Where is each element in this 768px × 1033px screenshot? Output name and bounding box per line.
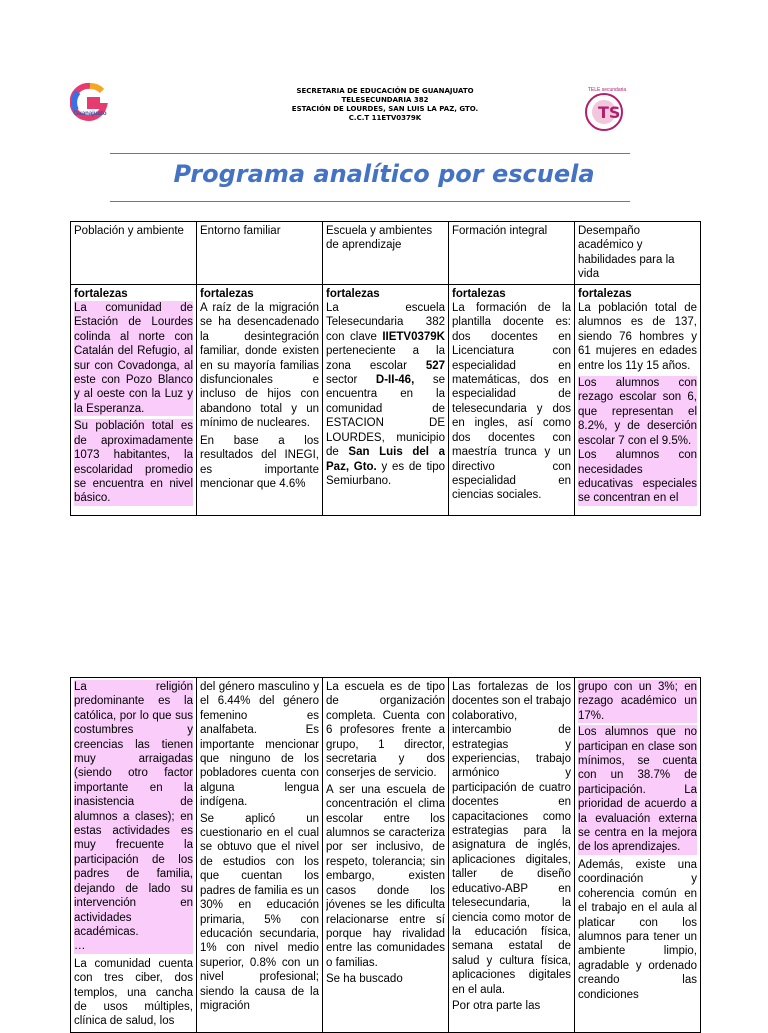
paragraph: Los alumnos que no participan en clase son mínimos, se cuenta con un 38.7% de participación. La prioridad de acuerdo a la evaluación externa se centra en la mejora de los aprendizajes. bbox=[578, 726, 697, 854]
paragraph: Se aplicó un cuestionario en el cual se obtuvo que el nivel de estudios con los que cuentan los padres de familia es un 30% en educación primaria, 5% con educación secundaria, 1% con nivel medio superior, 0.8% con un nivel profesional; siendo la causa de la migración bbox=[200, 812, 319, 1012]
telesecundaria-logo-text: TELE secundaria bbox=[587, 87, 627, 93]
header-line-4: C.C.T 11ETV0379K bbox=[348, 114, 422, 122]
paragraph: Los alumnos con necesidades educativas especiales se concentran en el bbox=[578, 449, 697, 505]
header-line-3: ESTACIÓN DE LOURDES, SAN LUIS LA PAZ, GTO. bbox=[291, 105, 479, 113]
divider-bottom bbox=[110, 201, 630, 202]
paragraph: Los alumnos con rezago escolar son 6, que representan el 8.2%, y de deserción escolar 7 con el 9.5%. bbox=[578, 377, 697, 447]
fortalezas-label: fortalezas bbox=[578, 287, 632, 300]
header-line-1: SECRETARIA DE EDUCACIÓN DE GUANAJUATO bbox=[296, 87, 474, 95]
divider-top bbox=[110, 153, 630, 154]
fortalezas-label: fortalezas bbox=[326, 287, 380, 300]
municipality: San Luis del a Paz, Gto. bbox=[326, 446, 445, 473]
guanajuato-logo bbox=[70, 82, 110, 122]
text-run: se encuentra en la comunidad de ESTACION DE LOURDES, municipio de bbox=[326, 374, 445, 459]
paragraph: A raíz de la migración se ha desencadenado la desintegración familiar, donde existen en su mayoría familias disfuncionales e incluso de hijos con abandono total y un mínimo de nucleares. bbox=[200, 302, 319, 430]
entorno-cell bbox=[197, 678, 323, 1033]
header-cell: Escuela y ambientes de aprendizaje bbox=[323, 222, 449, 285]
desempeno-cell bbox=[575, 678, 701, 1033]
header-line-2: TELESECUNDARIA 382 bbox=[341, 96, 429, 104]
paragraph bbox=[326, 301, 445, 488]
header-cell: Desempaño académico y habilidades para la vida bbox=[575, 222, 701, 285]
analysis-table-2 bbox=[70, 677, 701, 1033]
paragraph: En base a los resultados del INEGI, es importante mencionar que 4.6% bbox=[200, 434, 319, 490]
paragraph: La comunidad de Estación de Lourdes colinda al norte con Catalán del Refugio, al sur con Covadonga, al este con Pozo Blanco y al oeste con la Luz y la Esperanza. bbox=[74, 302, 193, 415]
table-row bbox=[71, 284, 701, 515]
text-run: La escuela Telesecundaria 382 con clave bbox=[326, 302, 445, 343]
paragraph: Su población total es de aproximadamente 1073 habitantes, la escolaridad promedio se encuentra en nivel básico. bbox=[74, 420, 193, 505]
fortalezas-label: fortalezas bbox=[452, 287, 506, 300]
paragraph: Las fortalezas de los docentes son el trabajo colaborativo, intercambio de estrategias y experiencias, trabajo armónico y participación de cuatro docentes en capacitaciones como estrategias para la asignatura de inglés, aplicaciones digitales, taller de diseño educativo-ABP en telesecundaria, la ciencia como motor de la educación física, semana estatal de salud y cultura física, aplicaciones digitales en el aula. bbox=[452, 681, 571, 996]
paragraph: Además, existe una coordinación y coherencia común en el trabajo en el aula al platicar con los alumnos para tener un ambiente limpio, agradable y ordenado creando las condiciones bbox=[578, 858, 697, 1001]
telesecundaria-logo bbox=[580, 87, 630, 132]
entorno-cell bbox=[197, 284, 323, 515]
escuela-cell bbox=[323, 678, 449, 1033]
guanajuato-logo-text: Guanajuato bbox=[73, 111, 107, 117]
zone-number: 527 bbox=[425, 359, 445, 372]
ellipsis: … bbox=[74, 939, 193, 953]
text-run: sector bbox=[326, 374, 376, 387]
paragraph: Por otra parte las bbox=[452, 999, 541, 1012]
paragraph: A ser una escuela de concentración el clima escolar entre los alumnos se caracteriza por ser inclusivo, de respeto, tolerancia; sin embargo, existen casos donde los jóvenes se les dificulta relacionarse entre sí porque hay rivalidad entre las comunidades o familias. bbox=[326, 783, 445, 969]
page-title: Programa analítico por escuela bbox=[173, 160, 595, 188]
header-cell: Formación integral bbox=[449, 222, 575, 285]
poblacion-cell bbox=[71, 678, 197, 1033]
sector-code: D-II-46, bbox=[375, 374, 415, 387]
text-run: y es de tipo Semiurbano. bbox=[326, 460, 445, 487]
school-header bbox=[260, 87, 510, 123]
table-row bbox=[71, 678, 701, 1033]
escuela-cell bbox=[323, 284, 449, 515]
header-cell: Entorno familiar bbox=[197, 222, 323, 285]
text-run: perteneciente a la zona escolar bbox=[326, 345, 445, 372]
fortalezas-label: fortalezas bbox=[74, 287, 128, 300]
formacion-cell bbox=[449, 284, 575, 515]
paragraph: La comunidad cuenta con tres ciber, dos templos, una cancha de usos múltiples, clínica de salud, los bbox=[74, 957, 193, 1028]
paragraph: grupo con un 3%; en rezago académico un 17%. bbox=[578, 681, 697, 722]
paragraph: La escuela es de tipo de organización completa. Cuenta con 6 profesores frente a grupo, 1 director, secretaria y dos conserjes de servicio. bbox=[326, 681, 445, 780]
table-header-row bbox=[71, 222, 701, 285]
formacion-cell bbox=[449, 678, 575, 1033]
paragraph: La población total de alumnos es de 137, siendo 76 hombres y 61 mujeres en edades entre los 11y 15 años. bbox=[578, 302, 697, 372]
poblacion-cell bbox=[71, 284, 197, 515]
paragraph: La formación de la plantilla docente es: dos docentes en Licenciatura con especialidad en matemáticas, dos en especialidad de telesecundaria y dos en ingles, así como dos docentes con maestría trunca y un directivo con especialidad en ciencias sociales. bbox=[452, 302, 571, 502]
header-cell: Población y ambiente bbox=[71, 222, 197, 285]
paragraph: Se ha buscado bbox=[326, 973, 403, 986]
school-key: IIETV0379K bbox=[382, 330, 445, 343]
analysis-table-1 bbox=[70, 221, 701, 516]
fortalezas-label: fortalezas bbox=[200, 287, 254, 300]
paragraph: La religión predominante es la católica, por lo que sus costumbres y creencias las tienen muy arraigadas (siendo otro factor importante en la inasistencia de alumnos a clases); en estas actividades es muy frecuente la participación de los padres de familia, dejando de lado su intervención en actividades académicas. bbox=[74, 681, 193, 938]
desempeno-cell bbox=[575, 284, 701, 515]
svg-text:TS: TS bbox=[598, 103, 621, 122]
paragraph: del género masculino y el 6.44% del género femenino es analfabeta. Es importante mencionar que ninguno de los pobladores cuenta con alguna lengua indígena. bbox=[200, 681, 319, 809]
